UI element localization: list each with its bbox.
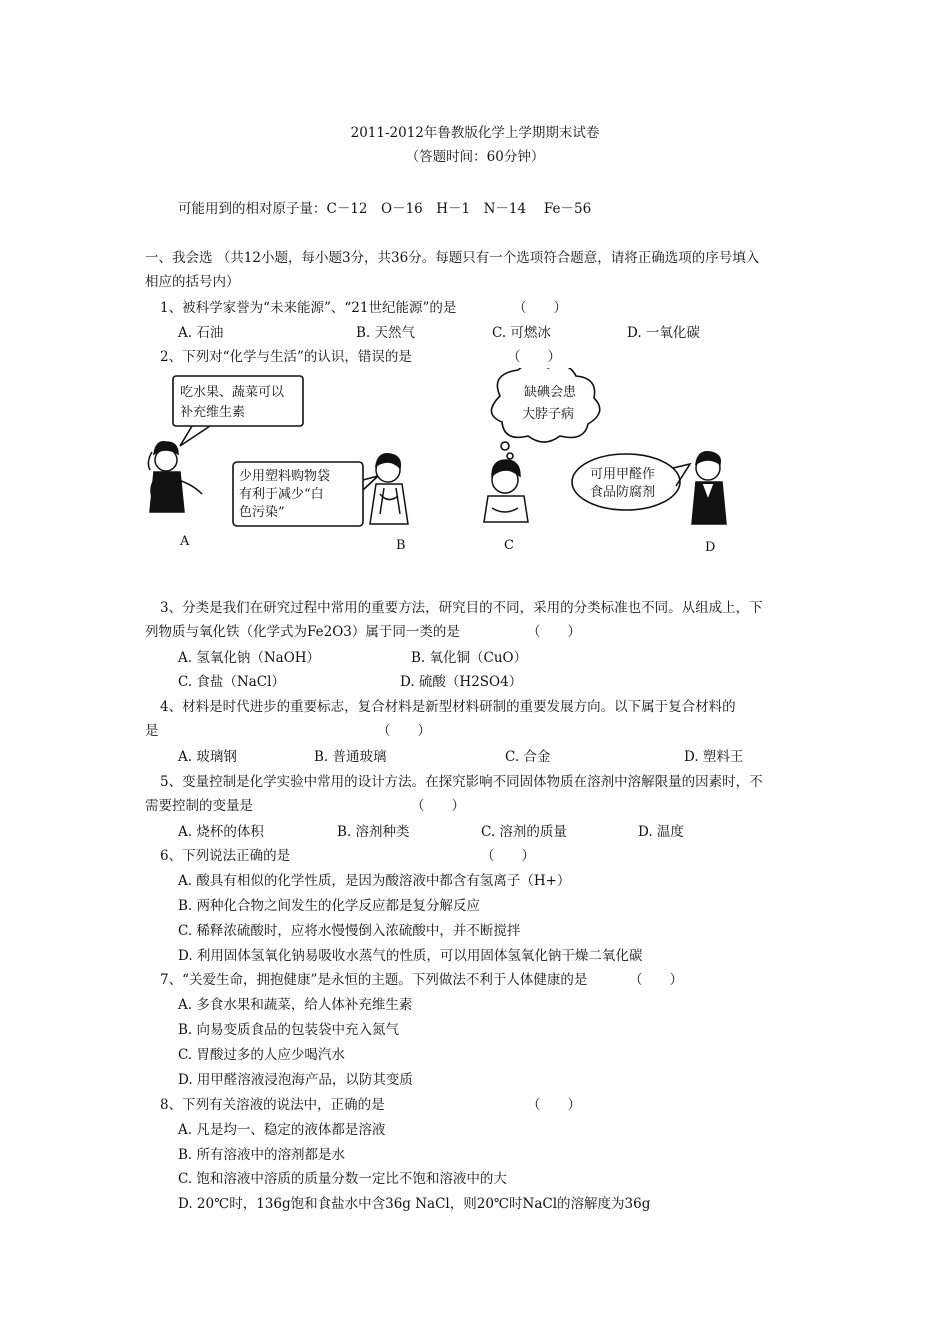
q3-option-a: A. 氢氧化钠（NaOH） bbox=[178, 650, 321, 666]
q8-answer-paren: （ ） bbox=[527, 1097, 581, 1113]
q7-stem: 7、“关爱生命，拥抱健康”是永恒的主题。下列做法不利于人体健康的是 bbox=[160, 972, 588, 988]
q4-answer-paren: （ ） bbox=[377, 723, 431, 739]
q4-stem-line1: 4、材料是时代进步的重要标志，复合材料是新型材料研制的重要发展方向。以下属于复合材料的 bbox=[160, 699, 736, 715]
q1-stem: 1、被科学家誉为“未来能源”、“21世纪能源”的是 bbox=[160, 300, 457, 316]
bubble-a-line2: 补充维生素 bbox=[180, 405, 246, 420]
q3-option-d: D. 硫酸（H2SO4） bbox=[400, 674, 523, 690]
atomic-masses: 可能用到的相对原子量：C－12 O－16 H－1 N－14 Fe－56 bbox=[178, 201, 592, 217]
q5-option-a: A. 烧杯的体积 bbox=[178, 824, 264, 840]
q8-stem: 8、下列有关溶液的说法中，正确的是 bbox=[160, 1097, 385, 1113]
q5-stem-line2: 需要控制的变量是 bbox=[145, 798, 253, 814]
q6-option-a: A. 酸具有相似的化学性质，是因为酸溶液中都含有氢离子（H+） bbox=[178, 873, 571, 889]
q2-stem: 2、下列对“化学与生活”的认识，错误的是 bbox=[160, 349, 412, 365]
bubble-c-line2: 大脖子病 bbox=[522, 407, 575, 422]
q7-option-c: C. 胃酸过多的人应少喝汽水 bbox=[178, 1047, 345, 1063]
person-d-figure bbox=[692, 452, 726, 524]
q5-option-c: C. 溶剂的质量 bbox=[481, 824, 567, 840]
q7-answer-paren: （ ） bbox=[629, 972, 683, 988]
bubble-b-line2: 有利于减少“白 bbox=[239, 487, 324, 502]
q6-stem: 6、下列说法正确的是 bbox=[160, 848, 291, 864]
bubble-a-line1: 吃水果、蔬菜可以 bbox=[180, 385, 285, 400]
q7-option-b: B. 向易变质食品的包装袋中充入氮气 bbox=[178, 1022, 400, 1038]
q8-option-c: C. 饱和溶液中溶质的质量分数一定比不饱和溶液中的大 bbox=[178, 1171, 507, 1187]
q3-answer-paren: （ ） bbox=[527, 624, 581, 640]
q8-option-b: B. 所有溶液中的溶剂都是水 bbox=[178, 1147, 346, 1163]
q2-answer-paren: （ ） bbox=[507, 349, 561, 365]
q5-answer-paren: （ ） bbox=[411, 798, 465, 814]
q3-option-c: C. 食盐（NaCl） bbox=[178, 674, 285, 690]
q3-stem-line2: 列物质与氧化铁（化学式为Fe2O3）属于同一类的是 bbox=[145, 624, 460, 640]
q4-option-a: A. 玻璃钢 bbox=[178, 749, 237, 765]
q6-option-d: D. 利用固体氢氧化钠易吸收水蒸气的性质，可以用固体氢氧化钠干燥二氧化碳 bbox=[178, 948, 643, 964]
person-a-figure bbox=[148, 442, 202, 512]
q1-option-a: A. 石油 bbox=[178, 325, 224, 341]
q6-answer-paren: （ ） bbox=[481, 848, 535, 864]
q6-option-b: B. 两种化合物之间发生的化学反应都是复分解反应 bbox=[178, 898, 481, 914]
q8-option-a: A. 凡是均一、稳定的液体都是溶液 bbox=[178, 1122, 386, 1138]
q1-option-b: B. 天然气 bbox=[356, 325, 416, 341]
q3-stem-line1: 3、分类是我们在研究过程中常用的重要方法，研究目的不同，采用的分类标准也不同。从组成上，下 bbox=[160, 600, 763, 616]
q5-option-b: B. 溶剂种类 bbox=[337, 824, 410, 840]
q1-answer-paren: （ ） bbox=[513, 300, 567, 316]
q4-stem-line2: 是 bbox=[145, 723, 159, 739]
bubble-c-line1: 缺碘会患 bbox=[524, 385, 577, 400]
section-intro: 一、我会选 （共12小题，每小题3分，共36分。每题只有一个选项符合题意，请将正确选项的序号填入 bbox=[145, 250, 760, 266]
person-c-figure bbox=[484, 460, 528, 522]
section-intro-continued: 相应的括号内） bbox=[145, 274, 240, 290]
person-b-figure bbox=[370, 454, 408, 524]
bubble-d-line2: 食品防腐剂 bbox=[590, 485, 656, 500]
q2-figure bbox=[140, 368, 740, 568]
q1-option-d: D. 一氧化碳 bbox=[627, 325, 700, 341]
q8-option-d: D. 20℃时，136g饱和食盐水中含36g NaCl，则20℃时NaCl的溶解度为36g bbox=[178, 1196, 651, 1212]
q4-option-b: B. 普通玻璃 bbox=[314, 749, 387, 765]
q4-option-c: C. 合金 bbox=[505, 749, 551, 765]
bubble-b-line1: 少用塑料购物袋 bbox=[239, 469, 331, 484]
bubble-d-line1: 可用甲醛作 bbox=[590, 467, 656, 482]
q1-option-c: C. 可燃冰 bbox=[492, 325, 551, 341]
q7-option-a: A. 多食水果和蔬菜，给人体补充维生素 bbox=[178, 997, 413, 1013]
q5-stem-line1: 5、变量控制是化学实验中常用的设计方法。在探究影响不同固体物质在溶剂中溶解限量的因素时，不 bbox=[160, 774, 763, 790]
figure-label-d: D bbox=[705, 540, 716, 555]
figure-label-c: C bbox=[504, 538, 514, 553]
figure-label-a: A bbox=[180, 534, 190, 549]
q7-option-d: D. 用甲醛溶液浸泡海产品，以防其变质 bbox=[178, 1072, 413, 1088]
q3-option-b: B. 氧化铜（CuO） bbox=[411, 650, 528, 666]
q6-option-c: C. 稀释浓硫酸时，应将水慢慢倒入浓硫酸中，并不断搅拌 bbox=[178, 923, 521, 939]
page-subtitle: （答题时间：60分钟） bbox=[405, 149, 545, 165]
q4-option-d: D. 塑料王 bbox=[684, 749, 744, 765]
figure-label-b: B bbox=[396, 538, 406, 553]
page-title: 2011-2012年鲁教版化学上学期期末试卷 bbox=[350, 125, 600, 141]
bubble-b-line3: 色污染” bbox=[239, 505, 285, 520]
q5-option-d: D. 温度 bbox=[638, 824, 684, 840]
